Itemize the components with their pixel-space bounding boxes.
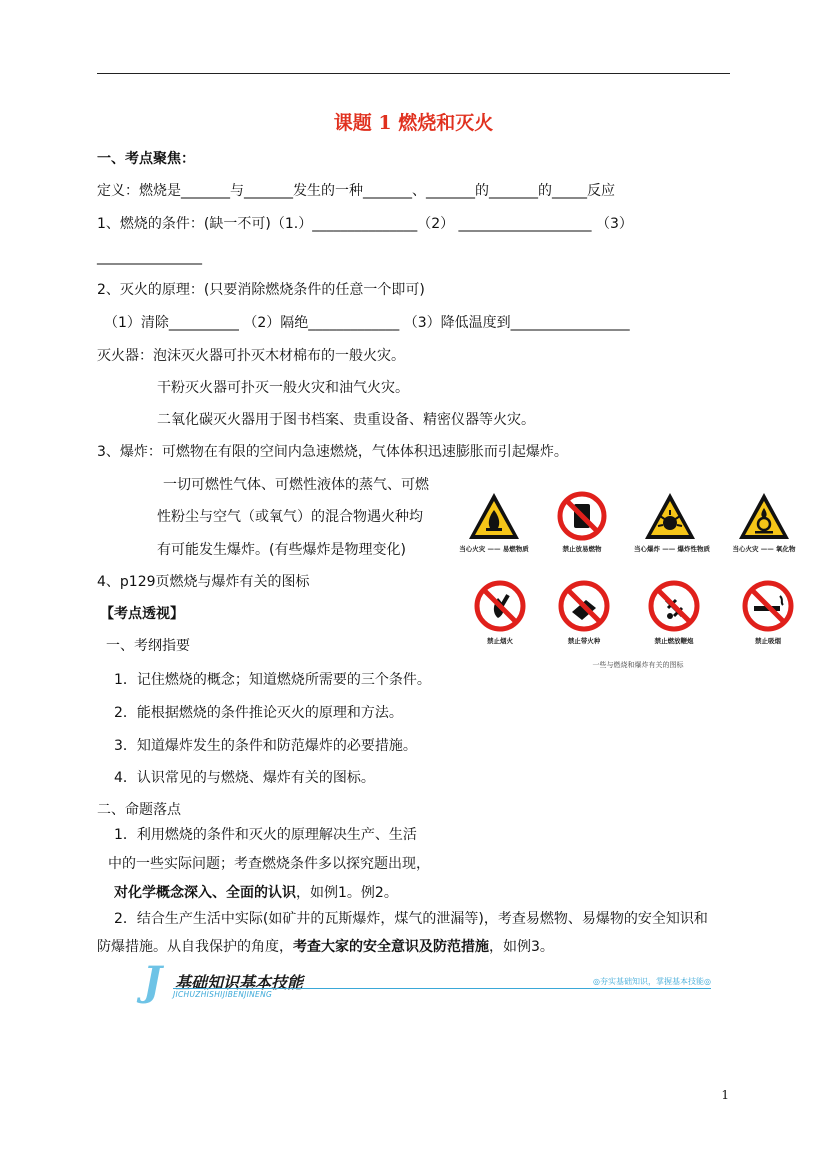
signs-figure-caption: 一些与燃烧和爆炸有关的图标 (592, 661, 684, 669)
sign-caption: 禁止放易燃物 (562, 545, 602, 553)
explosion-detail-line-2: 性粉尘与空气（或氧气）的混合物遇火种均 (157, 509, 423, 525)
banner-logo-letter: J (143, 958, 162, 1005)
sign-no-fireworks (638, 578, 710, 645)
sign-caption: 禁止烟火 (487, 637, 513, 645)
sign-caption: 当心爆炸 —— 爆炸性物质 (634, 545, 711, 553)
no-flammables-icon (554, 490, 610, 542)
sign-no-fire (464, 578, 536, 645)
no-fire-icon (472, 578, 528, 634)
icons-reference-line: 4、p129页燃烧与爆炸有关的图标 (97, 574, 310, 590)
syllabus-subheading: 一、考纲指要 (106, 638, 190, 654)
header-rule (97, 73, 730, 74)
sign-explosive-warning (634, 490, 711, 553)
sign-caption: 当心火灾 —— 氧化物 (732, 545, 796, 553)
oxidizer-warning-icon (736, 490, 792, 542)
sign-caption: 禁止燃放鞭炮 (654, 637, 694, 645)
analysis-heading: 【考点透视】 (100, 606, 184, 622)
banner-slogan: ◎夯实基础知识，掌握基本技能◎ (593, 977, 711, 986)
exam-point-1-line-3: 对化学概念深入、全面的认识，如例1。例2。 (114, 885, 398, 901)
syllabus-point-4: 4．认识常见的与燃烧、爆炸有关的图标。 (114, 770, 375, 786)
syllabus-point-1: 1．记住燃烧的概念；知道燃烧所需要的三个条件。 (114, 672, 431, 688)
explosion-definition-line: 3、爆炸：可燃物在有限的空间内急速燃烧，气体体积迅速膨胀而引起爆炸。 (97, 444, 568, 460)
emphasis-text: 考查大家的安全意识及防范措施 (293, 939, 489, 955)
sign-flammable-warning (458, 490, 530, 553)
exam-point-1-line-2: 中的一些实际问题；考查燃烧条件多以探究题出现， (108, 856, 430, 872)
explosive-warning-icon (642, 490, 698, 542)
sign-oxidizer-warning (728, 490, 800, 553)
extinguisher-co2-line: 二氧化碳灭火器用于图书档案、贵重设备、精密仪器等火灾。 (157, 412, 535, 428)
exam-point-1-line-1: 1．利用燃烧的条件和灭火的原理解决生产、生活 (114, 827, 417, 843)
no-matches-icon (556, 578, 612, 634)
no-smoking-icon (740, 578, 796, 634)
banner-title: 基础知识基本技能 (175, 973, 304, 992)
section-banner (143, 958, 711, 1005)
page-title: 课题 1 燃烧和灭火 (333, 112, 494, 134)
exam-point-2-line-1: 2．结合生产生活中实际(如矿井的瓦斯爆炸，煤气的泄漏等)，考查易燃物、易爆物的安全知识和 (114, 911, 708, 927)
sign-caption: 禁止带火种 (567, 637, 601, 645)
definition-line: 定义：燃烧是_______与_______发生的一种_______、_______的_______的_____反应 (97, 183, 615, 199)
safety-signs-figure (458, 490, 818, 670)
page-number: 1 (721, 1088, 729, 1102)
flammable-warning-icon (466, 490, 522, 542)
syllabus-point-3: 3．知道爆炸发生的条件和防范爆炸的必要措施。 (114, 738, 417, 754)
sign-no-matches (548, 578, 620, 645)
extinguisher-powder-line: 干粉灭火器可扑灭一般火灾和油气火灾。 (157, 380, 409, 396)
exam-points-subheading: 二、命题落点 (97, 802, 181, 818)
combustion-conditions-blank: _______________ (97, 249, 202, 265)
section-heading-focus: 一、考点聚焦： (97, 151, 195, 167)
sign-no-smoking (732, 578, 804, 645)
explosion-detail-line-3: 有可能发生爆炸。(有些爆炸是物理变化) (157, 542, 406, 558)
extinguish-options-line: （1）清除__________ （2）隔绝_____________ （3）降低温度到_________________ (104, 315, 630, 331)
sign-no-flammables (546, 490, 618, 553)
extinguisher-foam-line: 灭火器：泡沫灭火器可扑灭木材棉布的一般火灾。 (97, 348, 405, 364)
emphasis-text: 对化学概念深入、全面的认识 (114, 885, 296, 901)
banner-rule (173, 988, 711, 989)
explosion-detail-line-1: 一切可燃性气体、可燃性液体的蒸气、可燃 (163, 477, 429, 493)
exam-point-2-line-2: 防爆措施。从自我保护的角度，考查大家的安全意识及防范措施，如例3。 (97, 939, 554, 955)
sign-caption: 当心火灾 —— 易燃物质 (459, 545, 529, 553)
banner-pinyin: JICHUZHISHIJIBENJINENG (173, 990, 273, 999)
no-fireworks-icon (646, 578, 702, 634)
extinguish-principle-line: 2、灭火的原理：(只要消除燃烧条件的任意一个即可) (97, 282, 425, 298)
sign-caption: 禁止吸烟 (755, 637, 781, 645)
combustion-conditions-line: 1、燃烧的条件：(缺一不可)（1.）_______________（2） ___________________ （3） (97, 216, 633, 232)
syllabus-point-2: 2．能根据燃烧的条件推论灭火的原理和方法。 (114, 705, 403, 721)
